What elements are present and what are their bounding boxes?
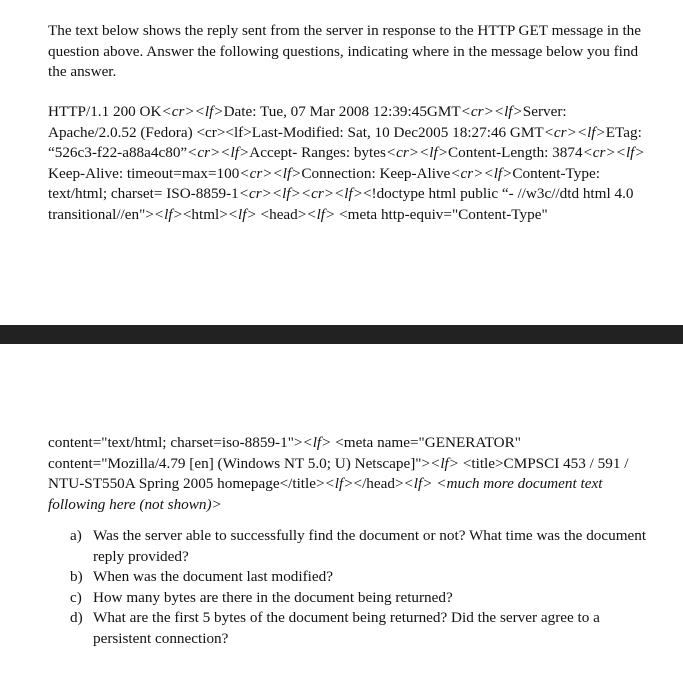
response-segment: content="text/html; charset=iso-8859-1">	[48, 434, 303, 451]
question-marker: a)	[70, 527, 82, 544]
response-segment: <lf>	[324, 475, 354, 492]
question-item	[70, 526, 650, 567]
response-segment: <cr><lf>	[161, 103, 224, 120]
response-segment: Connection: Keep-Alive	[301, 164, 451, 182]
intro-paragraph: The text below shows the reply sent from the server in response to the HTTP GET message in the question above. Answer the following questions, indicating where in the message below you find the answer.	[48, 22, 642, 80]
question-item	[70, 588, 650, 609]
response-segment: Accept- Ranges: bytes	[249, 144, 386, 161]
questions-list	[70, 526, 650, 649]
response-segment: <!doctype html public “- //w3c//dtd html 4.0 transitional//en">	[48, 185, 634, 223]
response-segment: <cr><lf>	[582, 144, 645, 161]
response-segment: <lf>	[430, 454, 460, 472]
response-segment: <cr><lf>	[460, 103, 523, 120]
question-marker: d)	[70, 609, 83, 626]
response-segment: <meta http-equiv="Content-Type"	[335, 205, 548, 223]
response-segment: <cr><lf>	[450, 164, 513, 182]
response-segment: <html>	[182, 205, 228, 223]
page-divider-bar	[0, 325, 683, 344]
response-segment: <lf>	[403, 475, 433, 492]
http-response-text-part1	[48, 102, 648, 225]
question-text: Was the server able to successfully find the document or not? What time was the document reply provided?	[93, 527, 647, 565]
response-segment: <lf>	[306, 205, 336, 223]
question-marker: b)	[70, 568, 83, 585]
question-item	[70, 608, 650, 649]
response-segment: </head>	[353, 475, 404, 492]
question-text: What are the first 5 bytes of the document being returned? Did the server agree to a persistent connection?	[93, 609, 600, 647]
response-segment: <title>CMPSCI 453 / 591 / NTU-ST550A Spring 2005 homepage</title>	[48, 454, 629, 492]
response-segment: Server: Apache/2.0.52 (Fedora) <cr><lf>Last-Modified: Sat, 10 Dec2005 18:27:46 GMT	[48, 103, 567, 141]
response-segment: <head>	[256, 205, 307, 223]
question-marker: c)	[70, 588, 82, 606]
response-segment: <cr><lf>	[543, 123, 606, 141]
response-segment: ETag: “526c3-f22-a88a4c80”	[48, 123, 642, 161]
response-segment: Content-Length: 3874	[448, 144, 583, 161]
response-segment-note: <much more document text following here (not shown)>	[48, 475, 603, 513]
http-response-text-part2	[48, 433, 648, 515]
response-segment: HTTP/1.1 200 OK	[48, 103, 162, 120]
response-segment: <lf>	[153, 205, 183, 223]
response-segment: <cr><lf>	[385, 144, 448, 161]
response-segment: Content-Type: text/html; charset= ISO-8859-1	[48, 164, 600, 202]
response-segment: <cr><lf><cr><lf>	[238, 185, 363, 202]
question-text: When was the document last modified?	[93, 568, 333, 585]
response-segment: <lf>	[227, 205, 257, 223]
response-segment: <meta name="GENERATOR" content="Mozilla/4.79 [en] (Windows NT 5.0; U) Netscape]">	[48, 434, 521, 472]
response-segment: <lf>	[302, 434, 332, 451]
response-segment: Keep-Alive: timeout=max=100	[48, 164, 240, 182]
response-segment: Date: Tue, 07 Mar 2008 12:39:45GMT	[223, 103, 461, 120]
response-segment: <cr><lf>	[239, 164, 302, 182]
question-text: How many bytes are there in the document being returned?	[93, 588, 453, 606]
response-segment: <cr><lf>	[187, 144, 250, 161]
question-item	[70, 567, 650, 588]
